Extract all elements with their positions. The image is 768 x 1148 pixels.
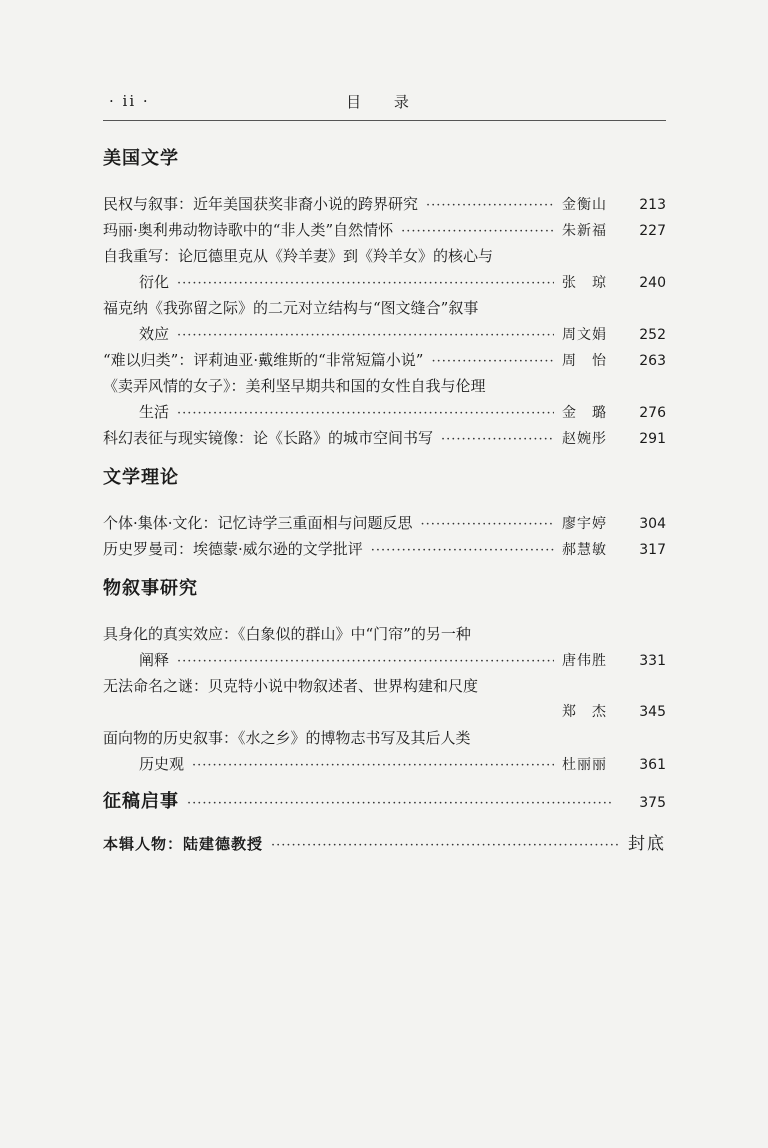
toc-entry[interactable] bbox=[103, 673, 666, 725]
entry-author: 朱新福 bbox=[562, 223, 607, 239]
entry-author: 廖宇婷 bbox=[562, 516, 607, 532]
entry-page: 361 bbox=[639, 757, 666, 773]
dot-leader bbox=[441, 427, 554, 453]
featured-person-entry[interactable] bbox=[103, 827, 666, 861]
entry-author: 郝慧敏 bbox=[562, 542, 607, 558]
featured-person-location: 封底 bbox=[628, 834, 666, 854]
dot-leader bbox=[177, 323, 554, 349]
dot-leader bbox=[192, 753, 554, 779]
entry-page: 304 bbox=[639, 516, 666, 532]
entry-title-continuation: 效应 bbox=[139, 325, 170, 343]
dot-leader bbox=[426, 193, 554, 219]
toc-entry[interactable] bbox=[103, 725, 666, 777]
dot-leader bbox=[271, 829, 620, 863]
toc-entry[interactable] bbox=[103, 347, 666, 373]
entry-title-continuation: 历史观 bbox=[139, 755, 185, 773]
entry-author: 周文娟 bbox=[562, 327, 607, 343]
toc-entry[interactable] bbox=[103, 425, 666, 451]
entry-page: 263 bbox=[639, 353, 666, 369]
entry-author: 唐伟胜 bbox=[562, 653, 607, 669]
toc-entry[interactable] bbox=[103, 217, 666, 243]
entry-title: 具身化的真实效应：《白象似的群山》中“门帘”的另一种 bbox=[103, 625, 471, 643]
entry-page: 227 bbox=[639, 223, 666, 239]
entry-page: 345 bbox=[639, 704, 666, 720]
entry-title-continuation: 阐释 bbox=[139, 651, 170, 669]
entry-title: 自我重写：论厄德里克从《羚羊妻》到《羚羊女》的核心与 bbox=[103, 247, 494, 265]
call-for-papers-entry[interactable] bbox=[103, 785, 666, 819]
section-title: 物叙事研究 bbox=[103, 578, 198, 599]
toc-entry[interactable] bbox=[103, 536, 666, 562]
featured-person-label: 本辑人物：陆建德教授 bbox=[103, 835, 264, 853]
entry-title: 历史罗曼司：埃德蒙·威尔逊的文学批评 bbox=[103, 540, 363, 558]
toc-entry[interactable] bbox=[103, 373, 666, 425]
entry-title: 科幻表征与现实镜像：论《长路》的城市空间书写 bbox=[103, 429, 434, 447]
entry-page: 240 bbox=[639, 275, 666, 291]
entry-title: 《卖弄风情的女子》：美利坚早期共和国的女性自我与伦理 bbox=[103, 377, 486, 395]
entry-page: 317 bbox=[639, 542, 666, 558]
dot-leader bbox=[371, 538, 554, 564]
dot-leader bbox=[177, 271, 554, 297]
entry-page: 375 bbox=[639, 795, 666, 811]
running-header bbox=[103, 90, 666, 121]
dot-leader bbox=[177, 649, 554, 675]
dot-leader bbox=[421, 512, 554, 538]
header-title: 目 录 bbox=[346, 93, 423, 111]
entry-title-continuation: 衍化 bbox=[139, 273, 170, 291]
toc-entry[interactable] bbox=[103, 243, 666, 295]
entry-title: 个体·集体·文化：记忆诗学三重面相与问题反思 bbox=[103, 514, 413, 532]
entry-author: 金 璐 bbox=[562, 405, 607, 421]
dot-leader bbox=[177, 401, 554, 427]
entry-author: 周 怡 bbox=[562, 353, 607, 369]
entry-author: 赵婉彤 bbox=[562, 431, 607, 447]
entry-title-continuation: 生活 bbox=[139, 403, 170, 421]
entry-author: 郑 杰 bbox=[562, 704, 607, 720]
entry-page: 252 bbox=[639, 327, 666, 343]
section-title: 美国文学 bbox=[103, 148, 179, 169]
entry-author: 张 琼 bbox=[562, 275, 607, 291]
toc-section bbox=[103, 146, 666, 451]
section-title: 文学理论 bbox=[103, 467, 179, 488]
entry-page: 213 bbox=[639, 197, 666, 213]
call-for-papers-title: 征稿启事 bbox=[103, 791, 179, 812]
dot-leader bbox=[431, 349, 554, 375]
toc-section bbox=[103, 465, 666, 562]
entry-title: 无法命名之谜：贝克特小说中物叙述者、世界构建和尺度 bbox=[103, 677, 479, 695]
entry-title: 玛丽·奥利弗动物诗歌中的“非人类”自然情怀 bbox=[103, 221, 394, 239]
dot-leader bbox=[187, 787, 614, 821]
entry-title: 面向物的历史叙事：《水之乡》的博物志书写及其后人类 bbox=[103, 729, 471, 747]
entry-page: 291 bbox=[639, 431, 666, 447]
toc-entry[interactable] bbox=[103, 510, 666, 536]
entry-title: 民权与叙事：近年美国获奖非裔小说的跨界研究 bbox=[103, 195, 419, 213]
entry-author: 金衡山 bbox=[562, 197, 607, 213]
entry-title: 福克纳《我弥留之际》的二元对立结构与“图文缝合”叙事 bbox=[103, 299, 479, 317]
entry-page: 331 bbox=[639, 653, 666, 669]
entry-page: 276 bbox=[639, 405, 666, 421]
entry-title: “难以归类”：评莉迪亚·戴维斯的“非常短篇小说” bbox=[103, 351, 424, 369]
toc-section bbox=[103, 576, 666, 777]
table-of-contents bbox=[103, 146, 666, 861]
entry-author: 杜丽丽 bbox=[562, 757, 607, 773]
header-page-number: · ii · bbox=[109, 92, 150, 110]
dot-leader bbox=[401, 219, 554, 245]
toc-entry[interactable] bbox=[103, 191, 666, 217]
toc-entry[interactable] bbox=[103, 295, 666, 347]
toc-entry[interactable] bbox=[103, 621, 666, 673]
